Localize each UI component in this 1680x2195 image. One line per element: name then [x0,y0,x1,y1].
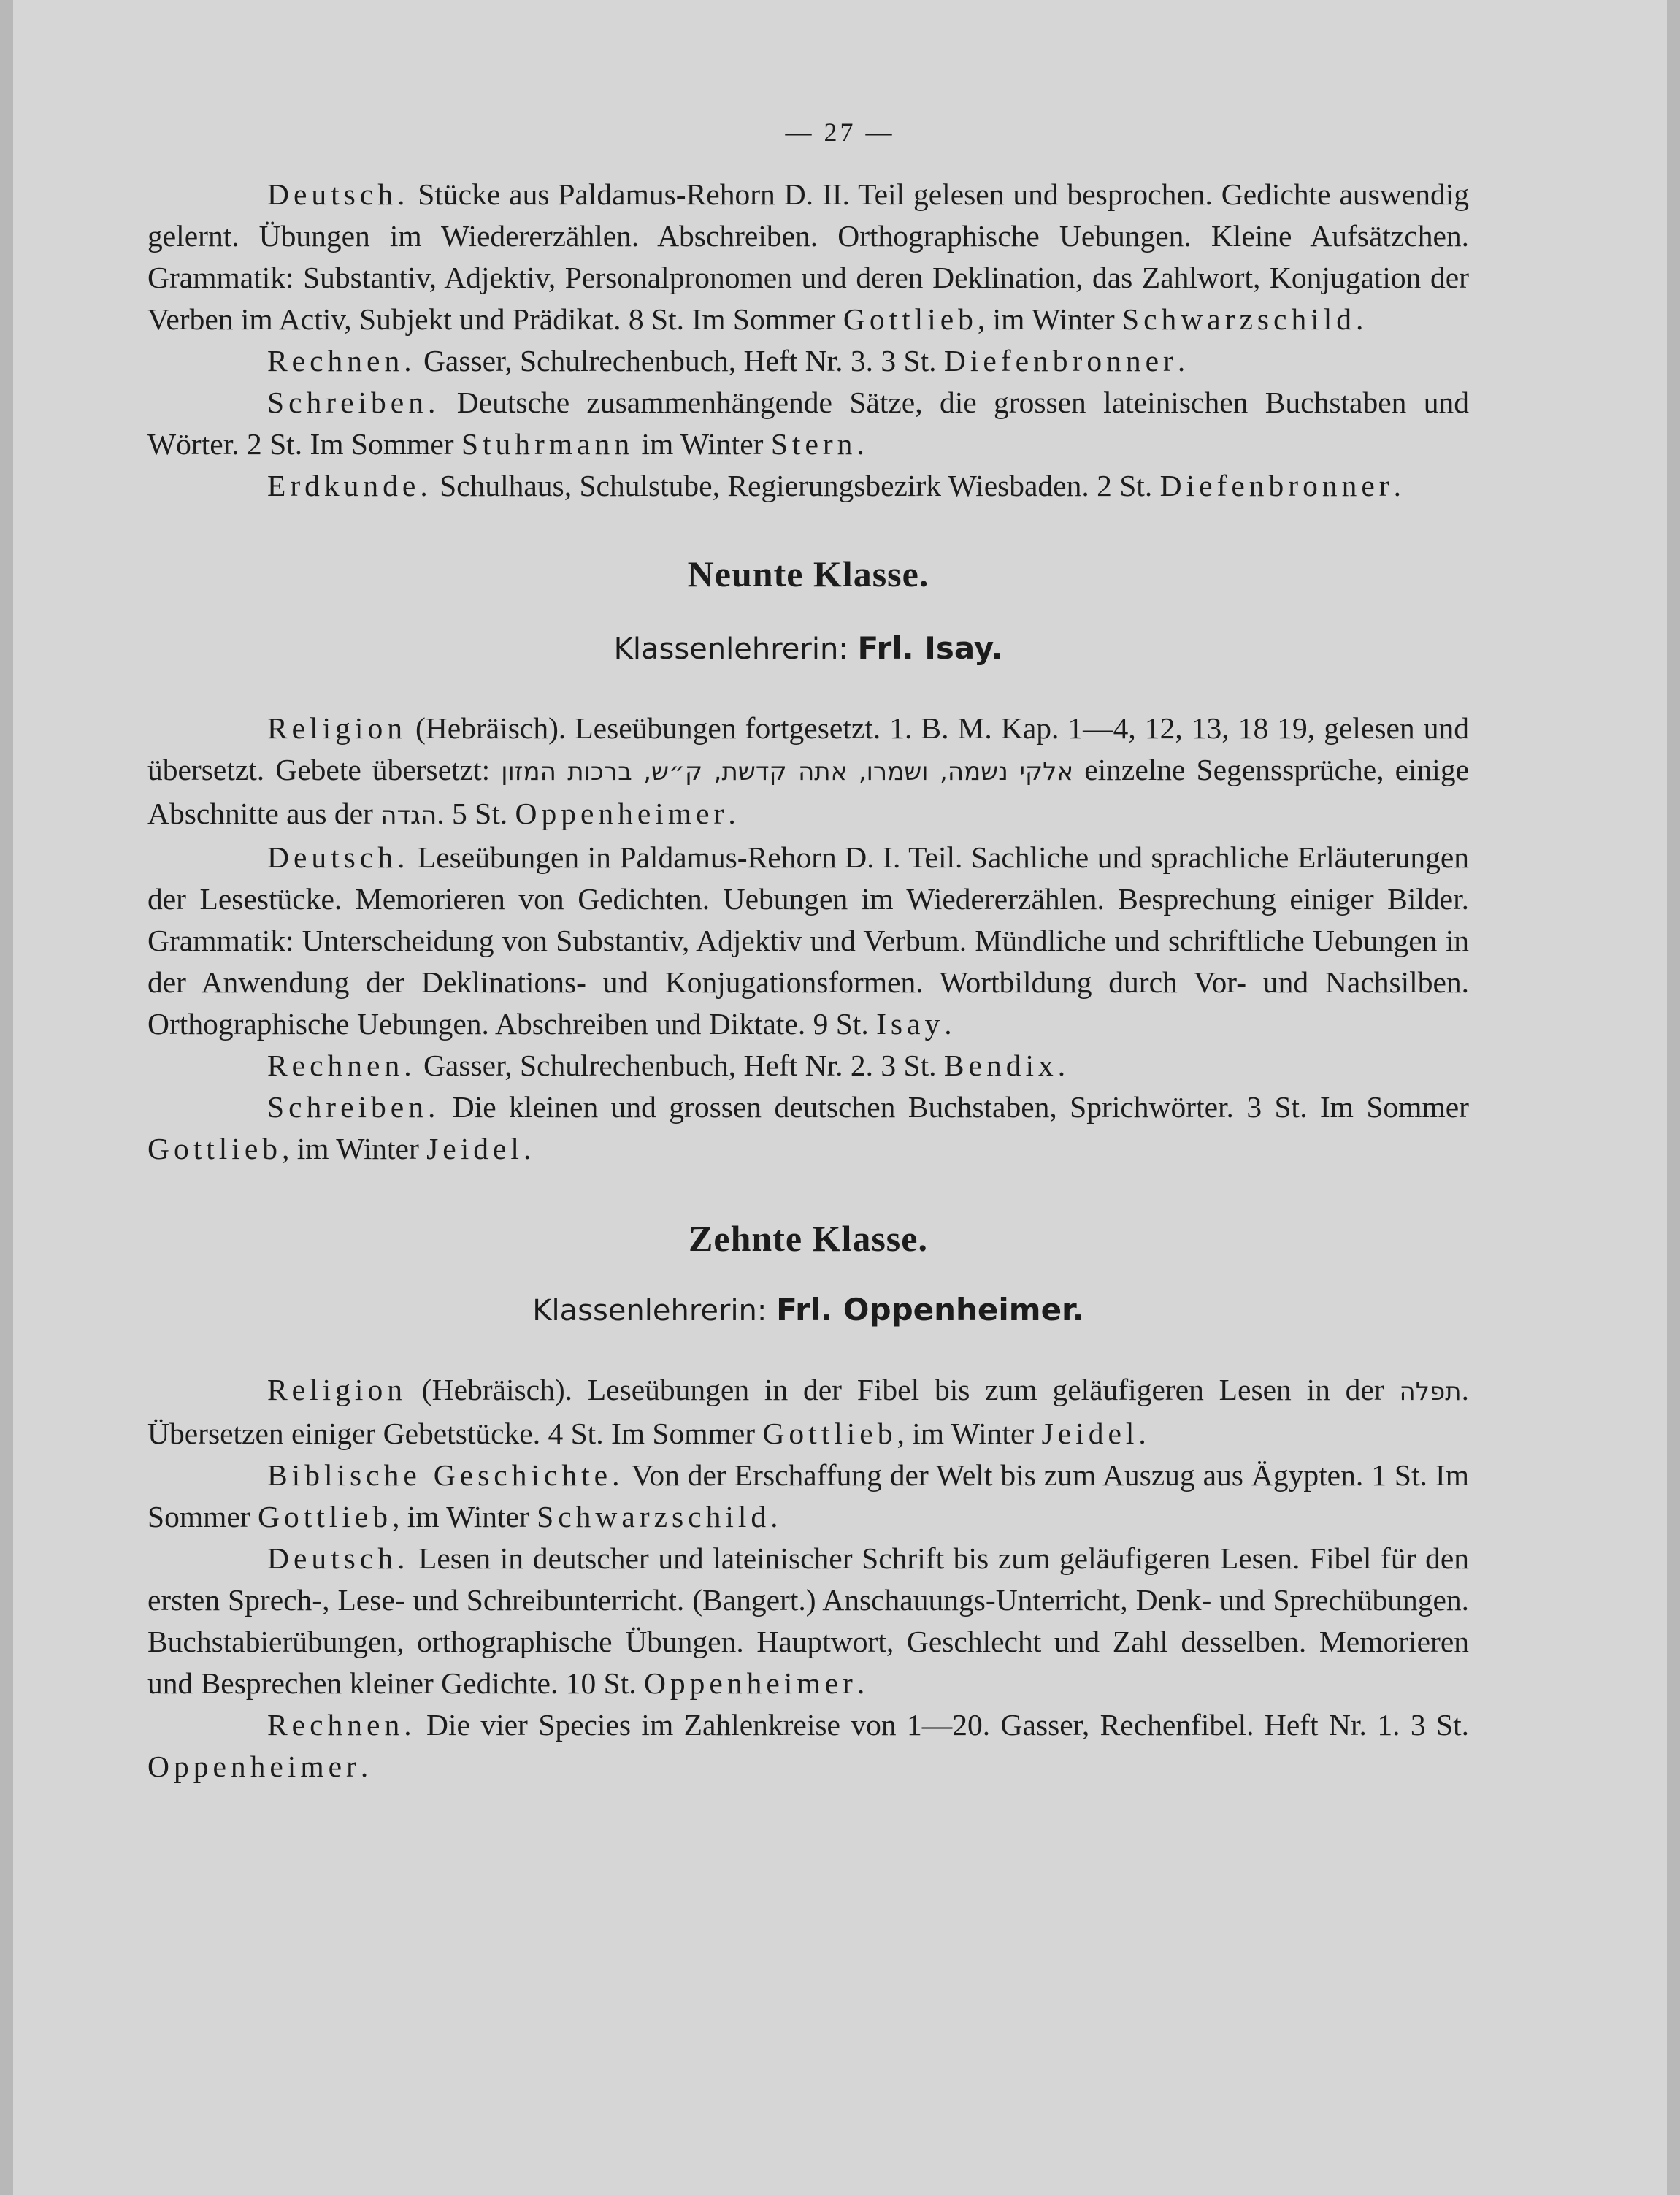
paragraph-text: Stücke aus Paldamus-Rehorn D. II. Teil gelesen und besprochen. Gedichte auswendig gelernt. Übungen im Wiedererzählen. Abschreiben. Orthographische Uebungen. Kleine Aufsätzchen. Grammatik: Substantiv, Adjektiv, Personalpronomen und deren Deklination, das Zahlwort, Konjugation der Verben im Activ, Subjekt und Prädikat. 8 St. Im Sommer [147,177,1469,336]
paragraph-text: einzelne Segenssprüche, einige Abschnitte aus der [147,753,1469,830]
paragraph-text: , im Winter [977,302,1123,336]
subject-rechnen-paragraph [147,1045,1469,1087]
subject-name: Rechnen. [267,344,416,378]
class-teacher-label: Klassenlehrerin: [532,1294,767,1328]
paragraph-text: Die kleinen und grossen deutschen Buchstaben, Sprichwörter. 3 St. Im Sommer [440,1090,1469,1124]
page-number: — 27 — [785,118,895,147]
class-teacher-line [147,628,1469,670]
paragraph-text: . [1177,344,1186,378]
paragraph-text: Leseübungen in Paldamus-Rehorn D. I. Teil. Sachliche und sprachliche Erläuterungen der Lesestücke. Memorieren von Gedichten. Uebungen im Wiedererzählen. Besprechung einiger Bilder. Grammatik: Unterscheidung von Substantiv, Adjektiv und Verbum. Mündliche und schriftliche Uebungen in der Anwendung der Deklinations- und Konjugationsformen. Wortbildung durch Vor- und Nachsilben. Orthographische Uebungen. Abschreiben und Diktate. 9 St. [147,840,1469,1041]
paragraph-text: Deutsche zusammenhängende Sätze, die grossen lateinischen Buchstaben und Wörter. 2 St. Im Sommer [147,386,1469,461]
paragraph-text: , im Winter [282,1132,427,1165]
paragraph-text: . [1356,302,1364,336]
subject-rechnen-paragraph [147,1704,1469,1788]
teacher-name: Jeidel [1041,1417,1139,1450]
subject-erdkunde-paragraph [147,465,1469,507]
teacher-name: Oppenheimer [515,797,729,830]
paragraph-text: Von der Erschaffung der Welt bis zum Auszug aus Ägypten. 1 St. Im Sommer [147,1458,1469,1533]
subject-name: Deutsch. [267,177,410,211]
subject-name: Schreiben. [267,1090,440,1124]
teacher-name: Schwarzschild [1122,302,1357,336]
paragraph-text: . [728,797,736,830]
subject-rechnen-paragraph [147,340,1469,382]
section-heading-zehnte-klasse: Zehnte Klasse. [689,1218,928,1259]
paragraph-text: (Hebräisch). Leseübungen in der Fibel bis zum geläufigeren Lesen in der [406,1373,1400,1406]
teacher-name: Oppenheimer [643,1666,857,1700]
paragraph-text: Lesen in deutscher und lateinischer Schrift bis zum geläufigeren Lesen. Fibel für den ersten Sprech-, Lese- und Schreibunterricht. (Bangert.) Anschauungs-Unterricht, Denk- und Sprechübungen. Buchstabierübungen, orthographische Übungen. Hauptwort, Geschlecht und Zahl desselben. Memorieren und Besprechen kleiner Gedichte. 10 St. [147,1541,1469,1700]
subject-schreiben-paragraph [147,1087,1469,1170]
paragraph-text: Die vier Species im Zahlenkreise von 1—20. Gasser, Rechenfibel. Heft Nr. 1. 3 St. [415,1708,1469,1742]
paragraph-text: . [523,1132,532,1165]
class-teacher-name: Frl. Isay. [857,630,1003,666]
teacher-name: Gottlieb [147,1132,283,1165]
hebrew-prayer-names: אלקי נשמה, ושמרו, אתה קדשת, ק״ש, ברכות המזון [501,757,1074,786]
subject-religion-paragraph [147,1369,1469,1455]
paragraph-text: . Übersetzen einiger Gebetstücke. 4 St. Im Sommer [147,1373,1469,1450]
class-teacher-line [147,1290,1469,1331]
teacher-name: Bendix [943,1049,1058,1082]
subject-biblische-geschichte-paragraph [147,1455,1469,1538]
class-teacher-label: Klassenlehrerin: [613,632,848,666]
teacher-name: Stern [770,427,857,461]
teacher-name: Isay [876,1007,945,1041]
subject-name: Deutsch. [267,840,410,874]
subject-name: Erdkunde. [267,469,432,502]
teacher-name: Gottlieb [843,302,978,336]
paragraph-text: . 5 St. [437,797,515,830]
subject-name: Schreiben. [267,386,440,419]
teacher-name: Schwarzschild [537,1500,771,1533]
teacher-name: Gottlieb [762,1417,897,1450]
teacher-name: Stuhrmann [461,427,634,461]
subject-schreiben-paragraph [147,382,1469,465]
document-page [13,0,1667,2195]
subject-name: Deutsch. [267,1541,410,1575]
teacher-name: Diefenbronner [943,344,1178,378]
teacher-name: Oppenheimer [147,1750,361,1783]
subject-religion-paragraph [147,708,1469,837]
subject-name: Biblische Geschichte. [267,1458,624,1492]
subject-name: Religion [267,1373,407,1406]
hebrew-tefillah: תפלה [1399,1377,1462,1406]
paragraph-text: . [1393,469,1401,502]
paragraph-text: . [856,1666,865,1700]
subject-deutsch-paragraph [147,174,1469,340]
paragraph-text: . [360,1750,369,1783]
teacher-name: Diefenbronner [1159,469,1394,502]
subject-deutsch-paragraph [147,837,1469,1045]
subject-name: Rechnen. [267,1049,416,1082]
teacher-name: Jeidel [426,1132,523,1165]
paragraph-text: . [944,1007,952,1041]
subject-name: Rechnen. [267,1708,416,1742]
paragraph-text: im Winter [634,427,771,461]
paragraph-text: . [856,427,864,461]
section-heading-neunte-klasse: Neunte Klasse. [687,553,929,594]
hebrew-haggadah: הגדה [380,801,437,830]
teacher-name: Gottlieb [258,1500,393,1533]
class-teacher-name: Frl. Oppenheimer. [776,1292,1084,1328]
subject-deutsch-paragraph [147,1538,1469,1704]
paragraph-text: Schulhaus, Schulstube, Regierungsbezirk Wiesbaden. 2 St. [431,469,1160,502]
paragraph-text: . [770,1500,778,1533]
paragraph-text: , im Winter [392,1500,537,1533]
paragraph-text: Gasser, Schulrechenbuch, Heft Nr. 2. 3 St. [415,1049,944,1082]
page-content [147,174,1469,1788]
paragraph-text: . [1057,1049,1066,1082]
paragraph-text: . [1138,1417,1146,1450]
subject-name: Religion [267,711,407,745]
paragraph-text: (Hebräisch). Leseübungen fortgesetzt. 1. B. M. Kap. 1—4, 12, 13, 18 19, gelesen und übersetzt. Gebete übersetzt: [147,711,1469,786]
paragraph-text: , im Winter [897,1417,1042,1450]
paragraph-text: Gasser, Schulrechenbuch, Heft Nr. 3. 3 St. [415,344,944,378]
